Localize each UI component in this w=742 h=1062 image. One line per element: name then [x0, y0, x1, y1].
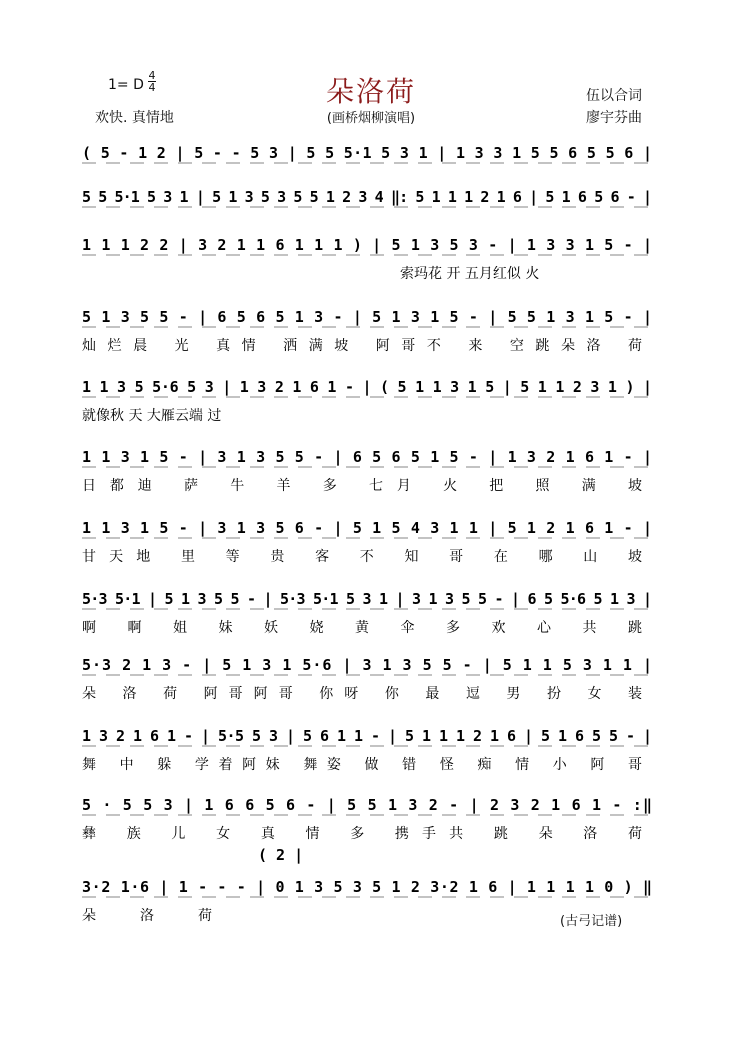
lyric-line: 索玛花 开 五月红似 火 — [400, 266, 540, 282]
notation-line: 5 · 5 5 3 | 1 6 6 5 6 - | 5 5 1 3 2 - | 2 3 2 1 6 1 - :‖ — [82, 796, 652, 814]
song-title: 朵洛荷 — [325, 75, 416, 108]
lyric-line: 就像秋 天 大雁云端 过 — [82, 408, 222, 424]
notation-line: 1 1 3 5 5·6 5 3 | 1 3 2 1 6 1 - | ( 5 1 1 3 1 5 | 5 1 1 2 3 1 ) | — [82, 378, 652, 396]
composer: 廖宇芬曲 — [586, 110, 642, 126]
performer-note: (画桥烟柳演唱) — [326, 111, 416, 126]
notation-line: 5·3 2 1 3 - | 5 1 3 1 5·6 | 3 1 3 5 5 - | 5 1 1 5 3 1 1 | — [82, 656, 652, 674]
lyric-line: 啊 啊 姐 妹 妖 娆 黄 伞 多 欢 心 共 跳 — [82, 620, 642, 636]
notation-line: 3·2 1·6 | 1 - - - | 0 1 3 5 3 5 1 2 3·2 1 6 | 1 1 1 1 0 ) ‖ — [82, 878, 652, 896]
notation-line: 5 1 3 5 5 - | 6 5 6 5 1 3 - | 5 1 3 1 5 - | 5 5 1 3 1 5 - | — [82, 308, 652, 326]
lyric-line: 朵 洛 荷 阿哥阿哥 你呀 你 最 逗 男 扮 女 装 — [82, 686, 642, 702]
notation-line: ( 2 | — [258, 846, 304, 864]
transcriber-note: (古弓记谱) — [560, 914, 623, 929]
tempo-marking: 欢快. 真情地 — [95, 110, 174, 126]
lyric-line: 舞 中 躲 学着阿妹 舞姿 做 错 怪 痴 情 小 阿 哥 — [82, 757, 642, 773]
lyric-line: 甘天地 里 等 贵 客 不 知 哥 在 哪 山 坡 — [82, 549, 642, 565]
notation-line: 5·3 5·1 | 5 1 3 5 5 - | 5·3 5·1 5 3 1 | 3 1 3 5 5 - | 6 5 5·6 5 1 3 | — [82, 590, 653, 608]
notation-line: ( 5 - 1 2 | 5 - - 5 3 | 5 5 5·1 5 3 1 | 1 3 3 1 5 5 6 5 5 6 | — [82, 144, 652, 162]
notation-line: 5 5 5·1 5 3 1 | 5 1 3 5 3 5 5 1 2 3 4 ‖: 5 1 1 1 2 1 6 | 5 1 6 5 6 - | — [82, 188, 652, 206]
lyric-line: 朵 洛 荷 — [82, 908, 212, 924]
lyric-line: 彝 族 儿 女 真 情 多 携手共 跳 朵 洛 荷 — [82, 826, 642, 842]
lyric-line: 日都迪 萨 牛 羊 多 七月 火 把 照 满 坡 — [82, 478, 643, 494]
notation-line: 1 1 3 1 5 - | 3 1 3 5 5 - | 6 5 6 5 1 5 - | 1 3 2 1 6 1 - | — [82, 448, 652, 466]
time-signature: 4 4 — [148, 69, 156, 94]
notation-line: 1 1 3 1 5 - | 3 1 3 5 6 - | 5 1 5 4 3 1 1 | 5 1 2 1 6 1 - | — [82, 519, 652, 537]
lyricist: 伍以合词 — [586, 88, 642, 104]
notation-line: 1 1 1 2 2 | 3 2 1 1 6 1 1 1 ) | 5 1 3 5 3 - | 1 3 3 1 5 - | — [82, 236, 652, 254]
lyric-line: 灿烂晨 光 真情 洒满坡 阿哥不 来 空跳朵洛 荷 — [82, 338, 642, 354]
notation-line: 1 3 2 1 6 1 - | 5·5 5 3 | 5 6 1 1 - | 5 1 1 1 2 1 6 | 5 1 6 5 5 - | — [82, 727, 652, 745]
key-signature: 1= D — [108, 77, 144, 93]
